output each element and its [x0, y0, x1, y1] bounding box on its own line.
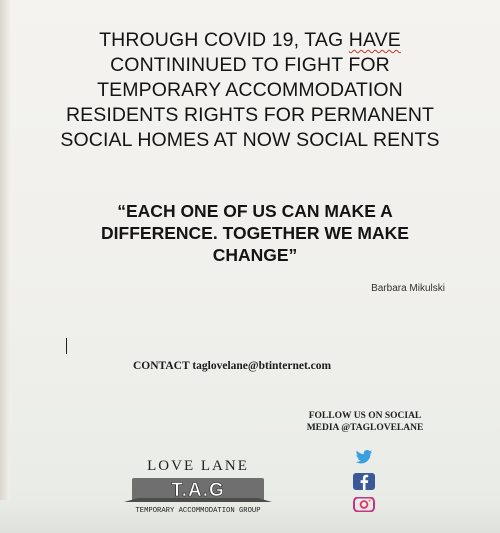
headline: [30, 28, 470, 153]
quote-line-3: CHANGE”: [212, 245, 298, 265]
follow-us-text: [295, 410, 435, 434]
follow-line-2: MEDIA @TAGLOVELANE: [306, 423, 424, 433]
headline-line-1-text: THROUGH COVID 19, TAG: [99, 29, 349, 51]
quote-line-2: DIFFERENCE. TOGETHER WE MAKE: [101, 223, 409, 243]
headline-line-4: RESIDENTS RIGHTS FOR PERMANENT: [65, 104, 435, 126]
twitter-icon[interactable]: [355, 450, 373, 465]
tag-logo: [118, 454, 278, 514]
headline-line-3: TEMPORARY ACCOMMODATION: [97, 79, 403, 101]
facebook-icon[interactable]: [353, 473, 375, 490]
instagram-icon[interactable]: [353, 497, 375, 512]
quote: [50, 200, 460, 266]
contact-email[interactable]: CONTACT taglovelane@btinternet.com: [133, 360, 332, 372]
spellcheck-word-have: HAVE: [348, 29, 401, 51]
headline-line-5: SOCIAL HOMES AT NOW SOCIAL RENTS: [60, 129, 440, 151]
logo-acronym: T.A.G: [171, 480, 225, 501]
logo-subtitle: TEMPORARY ACCOMMODATION GROUP: [135, 507, 261, 514]
text-cursor: [66, 338, 67, 354]
quote-author: Barbara Mikulski: [371, 283, 445, 294]
screen-edge-left: [0, 0, 10, 533]
headline-line-1: [30, 28, 470, 53]
follow-line-1: FOLLOW US ON SOCIAL: [308, 411, 422, 421]
headline-line-2: CONTININUED TO FIGHT FOR: [110, 54, 390, 76]
logo-title: LOVE LANE: [147, 458, 249, 474]
quote-line-1: “EACH ONE OF US CAN MAKE A: [117, 201, 393, 221]
